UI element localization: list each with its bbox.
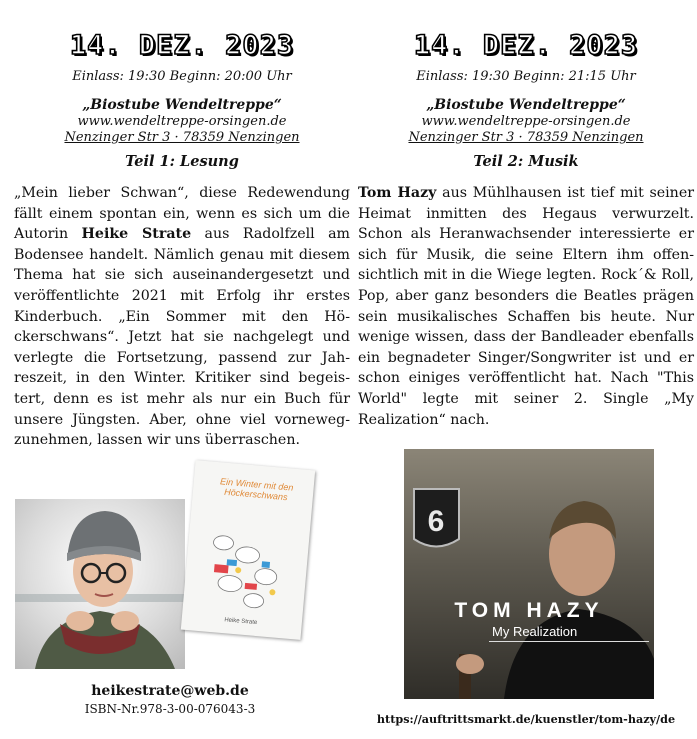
admission-time: Einlass: 19:30 Beginn: 20:00 Uhr: [72, 69, 292, 84]
author-name: Heike Strate: [81, 226, 192, 243]
author-portrait-illustration: [15, 499, 185, 669]
event-date: 14. DEZ. 2023: [413, 30, 639, 61]
album-artwork: [404, 449, 654, 699]
album-cover: [404, 449, 654, 699]
album-divider: [489, 641, 649, 642]
route-sign-number: 6: [427, 505, 445, 538]
description-part-1: aus Mühlhausen ist tief mit seiner Heimat inmitten des Hegaus verwurzelt. Schon als Heranwachsender interessierte er sich für Musik, die seine Eltern ihm offensichtlich mit in die Wiege legten. Rock´& Roll, Pop, aber ganz besonders die Beatles prägen sein musikalisches Schaffen bis heute. Nur wenige wissen, dass der Bandleader ebenfalls ein begnadeter Singer/Songwriter ist und er schon einiges veröffentlicht hat. Nach "This World" legte mit seiner 2. Single „My Realization“ nach.: [358, 185, 694, 428]
venue-address: Nenzinger Str 3 · 78359 Nenzingen: [64, 130, 300, 145]
venue-url[interactable]: www.wendeltreppe-orsingen.de: [77, 114, 287, 129]
artist-name: Tom Hazy: [358, 185, 437, 201]
description-part-1: „Mein lieber Schwan“, diese Redewendung fällt einem spontan ein, wenn es sich um die Autorin: [14, 185, 350, 243]
venue-url[interactable]: www.wendeltreppe-orsingen.de: [421, 114, 631, 129]
right-column: [356, 0, 696, 430]
venue-name: „Biostube Wendeltreppe“: [82, 97, 282, 113]
description-part-2: aus Radolfzell am Bodensee handelt. Nämlich genau mit diesem Thema hat sie sich auseinandergesetzt und veröffentlichte 2021 mit Erfolg ihr erstes Kinderbuch. „Ein Sommer mit den Höckerschwans“. Jetzt hat sie nachgelegt und verlegte die Fortsetzung, passend zur Jahreszeit, in den Winter. Kritiker sind begeistert, denn es ist mehr als nur ein Buch für unsere Jüngsten. Aber, ohne viel vornewegzunehmen, lassen wir uns überraschen.: [14, 226, 350, 449]
album-artist: TOM HAZY: [454, 599, 604, 622]
description-text: [356, 183, 696, 430]
artist-link[interactable]: https://auftrittsmarkt.de/kuenstler/tom-hazy/de: [376, 712, 676, 726]
album-title: My Realization: [492, 624, 578, 639]
swans-illustration: [181, 460, 315, 640]
author-email[interactable]: heikestrate@web.de: [91, 683, 249, 699]
event-date: 14. DEZ. 2023: [69, 30, 295, 61]
description-text: [12, 183, 352, 451]
book-author: Heike Strate: [224, 617, 258, 627]
venue-name: „Biostube Wendeltreppe“: [426, 97, 626, 113]
part-title: Teil 2: Musik: [473, 153, 579, 170]
venue-address: Nenzinger Str 3 · 78359 Nenzingen: [408, 130, 644, 145]
isbn-number: ISBN-Nr.978-3-00-076043-3: [84, 702, 256, 716]
book-cover: [181, 460, 315, 640]
part-title: Teil 1: Lesung: [125, 153, 239, 170]
book-title: Ein Winter mit den Höckerschwans: [219, 476, 294, 503]
left-column: [12, 0, 352, 451]
author-photo: [15, 499, 185, 669]
admission-time: Einlass: 19:30 Beginn: 21:15 Uhr: [416, 69, 636, 84]
